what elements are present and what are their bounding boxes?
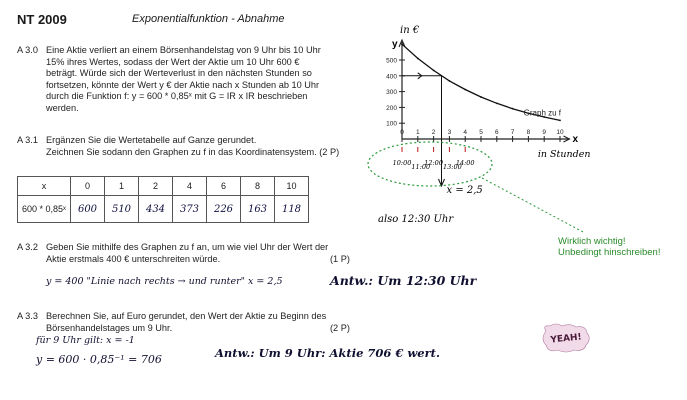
data-point [559, 119, 561, 121]
result-note: also 12:30 Uhr [378, 214, 454, 225]
x-axis-label: x [572, 134, 579, 145]
green-note [558, 236, 660, 258]
time-label: 14:00 [455, 159, 475, 167]
x-unit-label: in Stunden [537, 149, 591, 160]
time-label: 12:00 [424, 159, 443, 167]
handwritten-working: für 9 Uhr gilt: x = -1 [36, 335, 135, 346]
table-cell: 10 [275, 177, 309, 196]
task-line: Börsenhandelstages um 9 Uhr. [46, 322, 173, 333]
y-axis-label: y [392, 39, 398, 50]
x-tick-label: 6 [494, 129, 499, 136]
x-tick-label: 2 [431, 129, 436, 136]
table-value-cell: 373 [173, 196, 207, 223]
time-label: 13:00 [443, 163, 462, 171]
x-tick-label: 8 [526, 129, 531, 136]
data-point [464, 89, 466, 91]
worksheet-topic: Exponentialfunktion - Abnahme [132, 13, 285, 25]
table-cell: 8 [241, 177, 275, 196]
task-line: beträgt. Würde sich der Werteverlust in den nächsten Stunden so [46, 68, 312, 79]
table-value-cell: 434 [139, 196, 173, 223]
data-point [433, 70, 435, 72]
axes [399, 40, 569, 142]
task-line: Eine Aktie verliert an einem Börsenhandelstag von 9 Uhr bis 10 Uhr [46, 45, 321, 55]
green-note-line: Unbedingt hinschreiben! [558, 247, 661, 258]
time-label: 11:00 [411, 163, 431, 171]
x-tick-label: 4 [463, 129, 468, 136]
task-line: Zeichnen Sie sodann den Graphen zu f in das Koordinatensystem. (2 P) [46, 146, 340, 157]
table-value-cell: 226 [207, 196, 241, 223]
task-points: (1 P) [330, 254, 350, 264]
axis-ticks [386, 58, 564, 143]
task-line: werden. [46, 102, 79, 113]
data-point [449, 80, 451, 82]
x-tick-label: 3 [447, 129, 452, 136]
data-point [417, 58, 419, 60]
table-value-cell: 600 [71, 196, 105, 223]
task-line: Berechnen Sie, auf Euro gerundet, den Wert der Aktie zu Beginn des [46, 311, 327, 321]
task-line: Ergänzen Sie die Wertetabelle auf Ganze gerundet. [46, 135, 257, 145]
task-line: Aktie erstmals 400 € unterschreiten würde. [46, 253, 221, 264]
task-points: (2 P) [330, 323, 350, 333]
data-point [401, 43, 403, 45]
table-value-cell: 163 [241, 196, 275, 223]
handwritten-working: y = 400 "Linie nach rechts → und runter" x = 2,5 [46, 276, 283, 287]
task-number: A 3.1 [17, 135, 38, 145]
data-point [480, 96, 482, 98]
x-tick-label: 1 [415, 129, 420, 136]
table-cell: 4 [173, 177, 207, 196]
task-line: fortsetzen, könnte der Wert y € der Aktie nach x Stunden ab 10 Uhr [46, 79, 320, 90]
task-line: durch die Funktion f: y = 600 * 0,85ˣ mit G = IR x IR beschrieben [46, 91, 308, 102]
y-tick-label: 300 [386, 89, 397, 97]
handwritten-answer: Antw.: Um 12:30 Uhr [330, 273, 477, 288]
table-cell: 0 [71, 177, 105, 196]
worksheet-title: NT 2009 [17, 12, 67, 27]
y-tick-label: 500 [386, 57, 397, 65]
graph-label: Graph zu f [523, 108, 562, 118]
table-header-cell: x [18, 177, 71, 196]
handwritten-calculation: y = 600 · 0,85⁻¹ = 706 [36, 353, 162, 366]
y-unit-label: in € [400, 25, 420, 36]
x-result-label: x = 2,5 [446, 185, 483, 196]
table-cell: 2 [139, 177, 173, 196]
green-note-line: Wirklich wichtig! [558, 236, 626, 247]
data-point [512, 108, 514, 110]
x-tick-label: 9 [542, 129, 547, 136]
task-number: A 3.2 [17, 242, 38, 252]
task-line: Geben Sie mithilfe des Graphen zu f an, um wie viel Uhr der Wert der [46, 242, 329, 252]
x-tick-label: 5 [479, 129, 483, 136]
highlight-connector [482, 178, 585, 233]
task-line: 15% ihres Wertes, sodass der Wert der Aktie um 10 Uhr 600 € [46, 56, 300, 67]
data-point [496, 102, 498, 104]
y-tick-label: 400 [386, 73, 397, 81]
yeah-sticker [540, 323, 592, 353]
x-tick-label: 7 [510, 129, 515, 136]
table-cell: 1 [105, 177, 139, 196]
table-value-cell: 510 [105, 196, 139, 223]
y-tick-label: 200 [386, 104, 397, 112]
y-tick-label: 100 [386, 120, 397, 128]
table-value-cell: 118 [275, 196, 309, 223]
sticker-text: YEAH! [550, 332, 583, 346]
time-label: 10:00 [392, 159, 412, 167]
handwritten-answer: Antw.: Um 9 Uhr: Aktie 706 € wert. [215, 346, 440, 360]
x-tick-label: 0 [400, 129, 404, 136]
table-header-cell: 600 * 0,85ˣ [18, 196, 71, 223]
task-number: A 3.3 [17, 311, 38, 321]
task-number: A 3.0 [17, 45, 38, 55]
table-cell: 6 [207, 177, 241, 196]
x-tick-label: 10 [556, 129, 564, 136]
